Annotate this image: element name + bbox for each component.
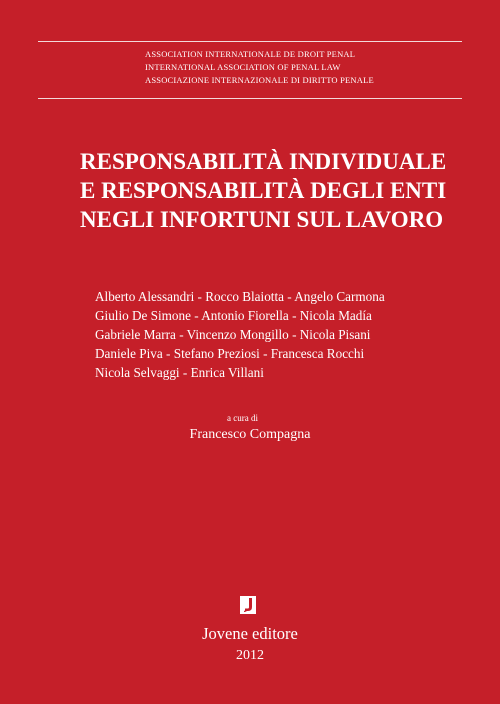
top-divider bbox=[38, 41, 462, 42]
publisher-name: Jovene editore bbox=[202, 624, 298, 643]
title-line-3: NEGLI INFORTUNI SUL LAVORO bbox=[80, 207, 444, 232]
association-line-fr: ASSOCIATION INTERNATIONALE DE DROIT PENAL bbox=[145, 49, 356, 59]
author-line-5: Nicola Selvaggi - Enrica Villani bbox=[95, 365, 264, 380]
jovene-j-logo-icon bbox=[240, 596, 256, 614]
editor-name: Francesco Compagna bbox=[189, 427, 311, 442]
author-line-3: Gabriele Marra - Vincenzo Mongillo - Nicola Pisani bbox=[95, 327, 371, 342]
publication-year: 2012 bbox=[236, 648, 264, 663]
author-line-1: Alberto Alessandri - Rocco Blaiotta - Angelo Carmona bbox=[95, 289, 385, 304]
bottom-divider bbox=[38, 98, 462, 99]
author-list bbox=[95, 287, 475, 382]
author-line-2: Giulio De Simone - Antonio Fiorella - Nicola Madía bbox=[95, 308, 372, 323]
title-line-2: E RESPONSABILITÀ DEGLI ENTI bbox=[80, 178, 447, 203]
title-line-1: RESPONSABILITÀ INDIVIDUALE bbox=[80, 149, 447, 174]
association-line-en: INTERNATIONAL ASSOCIATION OF PENAL LAW bbox=[145, 62, 341, 72]
association-line-it: ASSOCIAZIONE INTERNAZIONALE DI DIRITTO PENALE bbox=[145, 75, 374, 85]
association-names bbox=[145, 48, 475, 87]
author-line-4: Daniele Piva - Stefano Preziosi - Francesca Rocchi bbox=[95, 346, 365, 361]
book-title bbox=[80, 147, 480, 234]
curated-by-label: a cura di bbox=[227, 413, 258, 423]
